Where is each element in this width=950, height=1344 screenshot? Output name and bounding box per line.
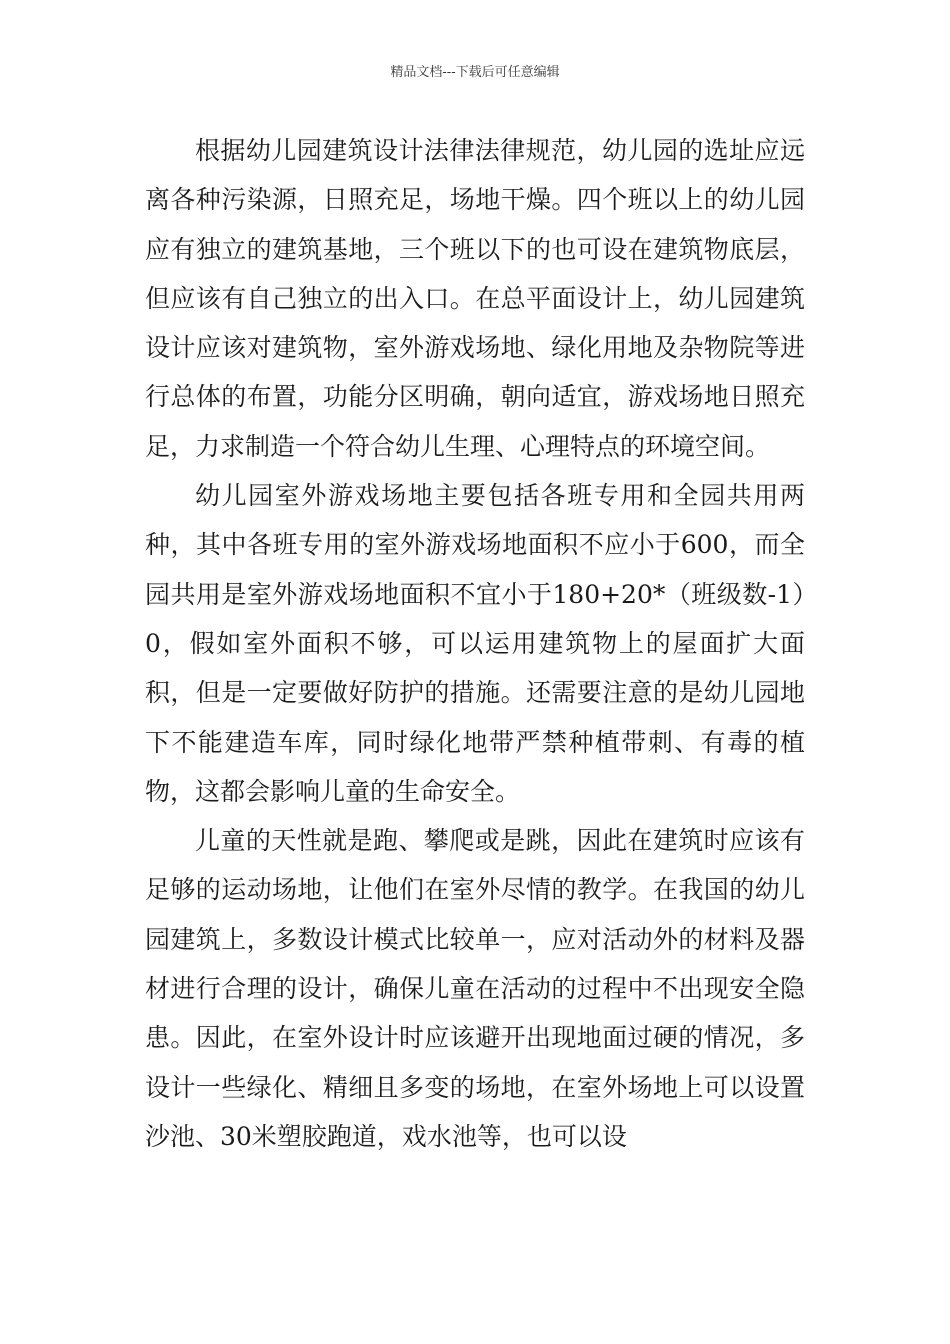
- paragraph-site-selection: 根据幼儿园建筑设计法律法律规范，幼儿园的选址应远离各种污染源，日照充足，场地干燥。四个班以上的幼儿园应有独立的建筑基地，三个班以下的也可设在建筑物底层，但应该有自己独立的出入口。在总平面设计上，幼儿园建筑设计应该对建筑物，室外游戏场地、绿化用地及杂物院等进行总体的布置，功能分区明确，朝向适宜，游戏场地日照充足，力求制造一个符合幼儿生理、心理特点的环境空间。: [145, 136, 805, 461]
- document-body: [145, 126, 805, 1161]
- paragraph-sports-field: 儿童的天性就是跑、攀爬或是跳，因此在建筑时应该有足够的运动场地，让他们在室外尽情的教学。在我国的幼儿园建筑上，多数设计模式比较单一，应对活动外的材料及器材进行合理的设计，确保儿童在活动的过程中不出现安全隐患。因此，在室外设计时应该避开出现地面过硬的情况，多设计一些绿化、精细且多变的场地，在室外场地上可以设置沙池、30米塑胶跑道，戏水池等，也可以设: [145, 826, 805, 1151]
- paragraph-outdoor-play-area: 幼儿园室外游戏场地主要包括各班专用和全园共用两种，其中各班专用的室外游戏场地面积不应小于600，而全园共用是室外游戏场地面积不宜小于180+20*（班级数-1）0，假如室外面积不够，可以运用建筑物上的屋面扩大面积，但是一定要做好防护的措施。还需要注意的是幼儿园地下不能建造车库，同时绿化地带严禁种植带刺、有毒的植物，这都会影响儿童的生命安全。: [145, 481, 805, 806]
- page-header: 精品文档---下载后可任意编辑: [390, 65, 560, 80]
